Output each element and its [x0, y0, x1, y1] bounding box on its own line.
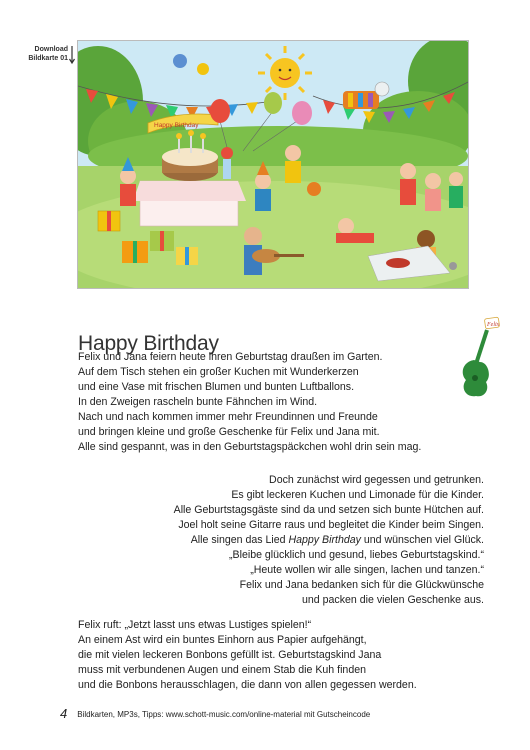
- party-illustration: [77, 40, 469, 289]
- paragraph-2-line: Alle Geburtstagsgäste sind da und setzen sich bunte Hütchen auf.: [173, 504, 484, 516]
- download-label: [22, 45, 68, 63]
- paragraph-3-line: und die Bonbons herausschlagen, die dann von allen gegessen werden.: [78, 679, 417, 691]
- page-footer: [60, 706, 370, 721]
- paragraph-1-line: Alle sind gespannt, was in den Geburtstagspäckchen wohl drin sein mag.: [78, 441, 422, 453]
- song-title: Happy Birthday: [288, 534, 361, 546]
- paragraph-3-line: die mit vielen leckeren Bonbons gefüllt ist. Geburtstagskind Jana: [78, 649, 382, 661]
- dog-icon: [307, 182, 321, 196]
- footer-text: Bildkarten, MP3s, Tipps: www.schott-music.com/online-material mit Gutscheincode: [77, 710, 371, 719]
- page-title: Happy Birthday: [78, 332, 219, 356]
- paragraph-2-line: und packen die vielen Geschenke aus.: [302, 594, 484, 606]
- download-text: Download: [34, 46, 68, 53]
- download-arrow-icon: [69, 45, 77, 65]
- song-intro: Alle singen das Lied: [190, 534, 289, 546]
- paragraph-3: [78, 618, 488, 693]
- paragraph-1-line: Auf dem Tisch stehen ein großer Kuchen mit Wunderkerzen: [78, 366, 359, 378]
- paragraph-3-line: muss mit verbundenen Augen und einem Stab die Kuh finden: [78, 664, 366, 676]
- paragraph-1-line: Nach und nach kommen immer mehr Freundinnen und Freunde: [78, 411, 378, 423]
- mouse-icon: [449, 262, 457, 270]
- birthday-party-scene: [78, 41, 469, 289]
- paragraph-2-line: Doch zunächst wird gegessen und getrunken.: [269, 474, 484, 486]
- paragraph-1-line: Felix und Jana feiern heute ihren Geburtstag draußen im Garten.: [78, 351, 383, 363]
- paragraph-1: [78, 350, 478, 455]
- paragraph-3-line: Felix ruft: „Jetzt lasst uns etwas Lustiges spielen!“: [78, 619, 312, 631]
- paragraph-2-line: Joel holt seine Gitarre raus und begleitet die Kinder beim Singen.: [178, 519, 484, 531]
- paragraph-1-line: In den Zweigen rascheln bunte Fähnchen im Wind.: [78, 396, 318, 408]
- guitar-label: Felix: [487, 322, 500, 328]
- paragraph-1-line: und bringen kleine und große Geschenke für Felix und Jana mit.: [78, 426, 380, 438]
- bird-icon: [173, 54, 187, 68]
- bird-icon-2: [197, 63, 209, 75]
- paragraph-2-line: Felix und Jana bedanken sich für die Glückwünsche: [239, 579, 484, 591]
- page-number: 4: [60, 706, 68, 721]
- bildkarte-text: Bildkarte 01: [28, 55, 68, 62]
- paragraph-2-line: „Bleibe glücklich und gesund, liebes Geburtstagskind.“: [229, 549, 484, 561]
- paragraph-2-line: „Heute wollen wir alle singen, lachen und tanzen.“: [250, 564, 484, 576]
- song-outro: und wünschen viel Glück.: [360, 534, 484, 546]
- paragraph-3-line: An einem Ast wird ein buntes Einhorn aus Papier aufgehängt,: [78, 634, 367, 646]
- paragraph-2-line: Es gibt leckeren Kuchen und Limonade für die Kinder.: [231, 489, 484, 501]
- paragraph-2: [150, 473, 484, 608]
- paragraph-2-line: [150, 533, 484, 548]
- paragraph-1-line: und eine Vase mit frischen Blumen und bunten Luftballons.: [78, 381, 355, 393]
- banner-text: Happy Birthday: [154, 122, 199, 129]
